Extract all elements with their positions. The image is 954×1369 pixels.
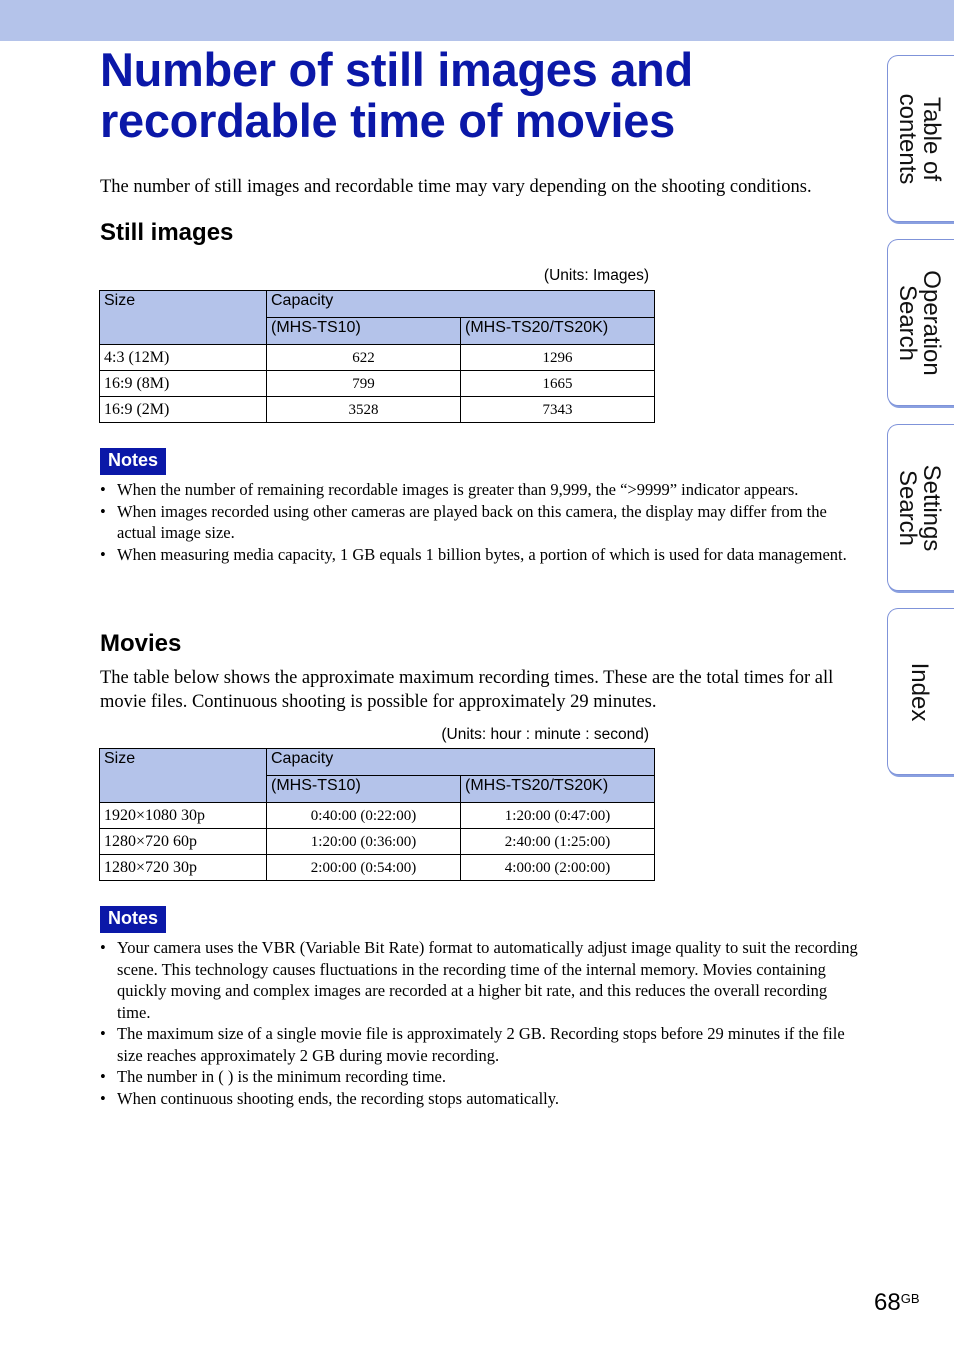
table-row bbox=[100, 371, 655, 397]
notes-badge: Notes bbox=[100, 906, 166, 933]
cell-ts20: 1296 bbox=[461, 345, 655, 371]
cell-ts10: 1:20:00 (0:36:00) bbox=[267, 829, 461, 855]
note-text: When the number of remaining recordable images is greater than 9,999, the “>9999” indicator appears. bbox=[117, 480, 799, 499]
tab-label: Settings Search bbox=[894, 464, 945, 551]
cell-ts10: 2:00:00 (0:54:00) bbox=[267, 855, 461, 881]
cell-size: 1280×720 60p bbox=[100, 829, 267, 855]
tab-operation-search[interactable] bbox=[887, 239, 954, 406]
note-text: The number in ( ) is the minimum recording time. bbox=[117, 1067, 447, 1086]
still-units-label: (Units: Images) bbox=[543, 267, 649, 284]
tab-table-of-contents[interactable] bbox=[887, 55, 954, 222]
page-number-value: 68 bbox=[874, 1289, 901, 1316]
tab-label: Index bbox=[906, 662, 933, 721]
bullet: • bbox=[100, 938, 106, 957]
bullet: • bbox=[100, 544, 106, 564]
table-header-size: Size bbox=[100, 749, 267, 803]
cell-ts20: 2:40:00 (1:25:00) bbox=[461, 829, 655, 855]
cell-size: 4:3 (12M) bbox=[100, 345, 267, 371]
tab-index[interactable] bbox=[887, 608, 954, 775]
cell-ts10: 3528 bbox=[267, 397, 461, 423]
tab-settings-search[interactable] bbox=[887, 424, 954, 591]
movies-notes-list bbox=[100, 937, 860, 1109]
note-text: When continuous shooting ends, the recording stops automatically. bbox=[117, 1088, 560, 1108]
list-item bbox=[100, 501, 860, 544]
cell-ts20: 4:00:00 (2:00:00) bbox=[461, 855, 655, 881]
table-row bbox=[100, 855, 655, 881]
note-text: When images recorded using other cameras are played back on this camera, the display may differ from the actual image size. bbox=[117, 501, 827, 542]
table-header-ts20: (MHS-TS20/TS20K) bbox=[461, 776, 655, 803]
still-images-table bbox=[99, 290, 655, 423]
tab-label: Operation Search bbox=[894, 269, 945, 376]
table-row bbox=[100, 397, 655, 423]
tab-label: Table of contents bbox=[894, 93, 945, 184]
table-header-capacity: Capacity bbox=[267, 291, 655, 318]
page-number-suffix: GB bbox=[900, 1291, 920, 1306]
list-item bbox=[100, 1088, 860, 1110]
bullet: • bbox=[100, 1067, 106, 1086]
list-item bbox=[100, 1023, 860, 1066]
bullet: • bbox=[100, 501, 106, 521]
cell-ts10: 799 bbox=[267, 371, 461, 397]
cell-size: 16:9 (2M) bbox=[100, 397, 267, 423]
table-row bbox=[100, 345, 655, 371]
table-header-capacity: Capacity bbox=[267, 749, 655, 776]
note-text: The maximum size of a single movie file is approximately 2 GB. Recording stops before 29 minutes if the file size reaches approximately 2 GB during movie recording. bbox=[117, 1024, 845, 1065]
table-header-ts20: (MHS-TS20/TS20K) bbox=[461, 318, 655, 345]
list-item bbox=[100, 479, 860, 501]
still-notes-list bbox=[100, 479, 860, 565]
table-row bbox=[100, 829, 655, 855]
movies-units-label: (Units: hour : minute : second) bbox=[441, 726, 649, 743]
page-title: Number of still images and recordable time of movies bbox=[100, 43, 693, 147]
table-row bbox=[100, 803, 655, 829]
list-item bbox=[100, 1066, 860, 1088]
cell-ts20: 1:20:00 (0:47:00) bbox=[461, 803, 655, 829]
notes-badge: Notes bbox=[100, 448, 166, 475]
cell-ts20: 7343 bbox=[461, 397, 655, 423]
cell-ts20: 1665 bbox=[461, 371, 655, 397]
list-item bbox=[100, 544, 860, 566]
header-band bbox=[0, 0, 954, 41]
list-item bbox=[100, 937, 860, 1023]
page-number bbox=[874, 1289, 920, 1317]
note-text: When measuring media capacity, 1 GB equals 1 billion bytes, a portion of which is used for data management. bbox=[117, 544, 847, 564]
cell-ts10: 0:40:00 (0:22:00) bbox=[267, 803, 461, 829]
cell-size: 1280×720 30p bbox=[100, 855, 267, 881]
cell-size: 16:9 (8M) bbox=[100, 371, 267, 397]
table-header-size: Size bbox=[100, 291, 267, 345]
bullet: • bbox=[100, 480, 106, 499]
cell-ts10: 622 bbox=[267, 345, 461, 371]
intro-text: The number of still images and recordable time may vary depending on the shooting conditions. bbox=[100, 177, 812, 197]
table-header-ts10: (MHS-TS10) bbox=[267, 318, 461, 345]
movies-heading: Movies bbox=[100, 630, 182, 657]
movies-intro-text: The table below shows the approximate maximum recording times. These are the total times for all movie files. Continuous shooting is possible for approximately 29 minutes. bbox=[100, 668, 834, 712]
still-images-heading: Still images bbox=[100, 219, 234, 246]
bullet: • bbox=[100, 1088, 106, 1108]
cell-size: 1920×1080 30p bbox=[100, 803, 267, 829]
table-header-ts10: (MHS-TS10) bbox=[267, 776, 461, 803]
note-text: Your camera uses the VBR (Variable Bit Rate) format to automatically adjust image quality to suit the recording scene. This technology causes fluctuations in the recording time of the internal memory. Movies containing quickly moving and complex images are recorded at a higher bit rate, and this reduces the overall recording time. bbox=[117, 938, 858, 1022]
bullet: • bbox=[100, 1024, 106, 1043]
movies-table bbox=[99, 748, 655, 881]
